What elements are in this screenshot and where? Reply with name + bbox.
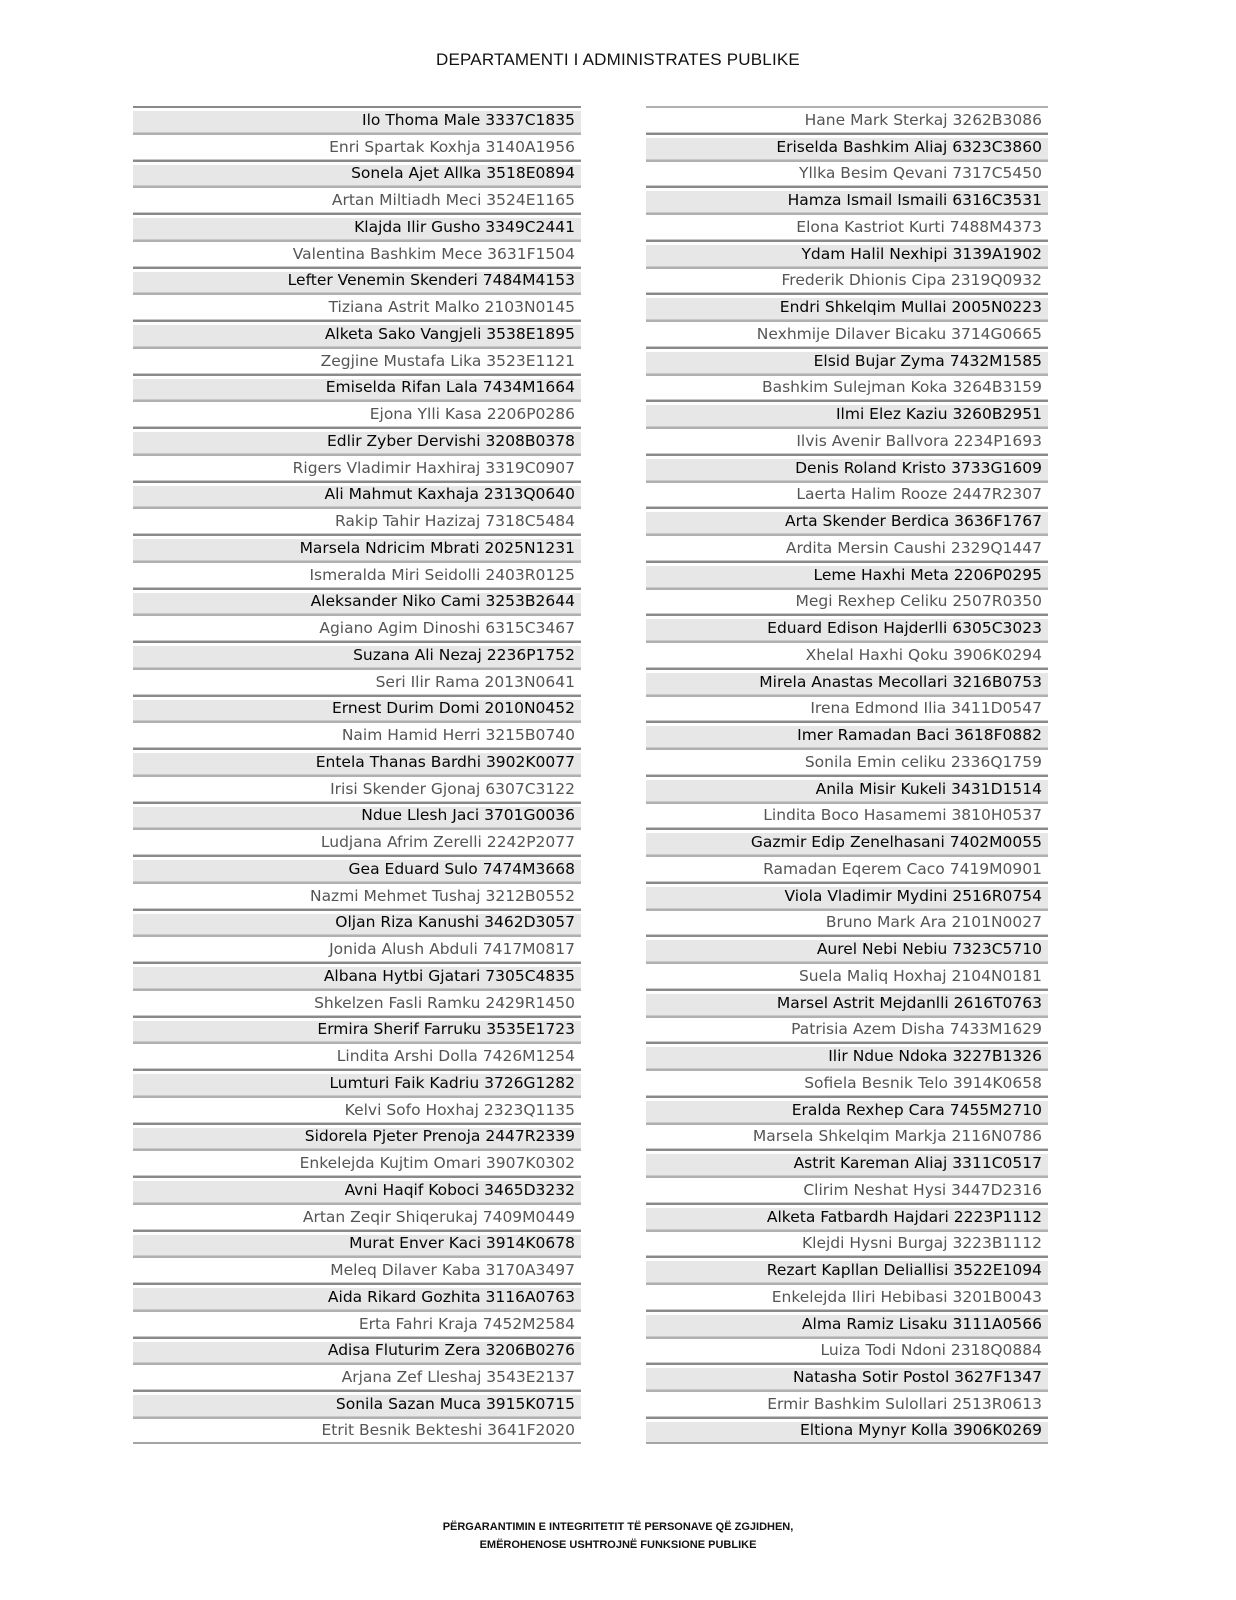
list-item: Arjana Zef Lleshaj 3543E2137	[133, 1363, 581, 1390]
list-item: Oljan Riza Kanushi 3462D3057	[133, 909, 581, 936]
list-item: Gazmir Edip Zenelhasani 7402M0055	[646, 828, 1048, 855]
list-item: Eriselda Bashkim Aliaj 6323C3860	[646, 133, 1048, 160]
list-item: Sofiela Besnik Telo 3914K0658	[646, 1069, 1048, 1096]
list-item: Ernest Durim Domi 2010N0452	[133, 695, 581, 722]
list-item: Albana Hytbi Gjatari 7305C4835	[133, 962, 581, 989]
list-item: Lindita Boco Hasamemi 3810H0537	[646, 802, 1048, 829]
list-item: Klajda Ilir Gusho 3349C2441	[133, 213, 581, 240]
list-item: Ludjana Afrim Zerelli 2242P2077	[133, 828, 581, 855]
list-item: Etrit Besnik Bekteshi 3641F2020	[133, 1417, 581, 1444]
list-item: Ndue Llesh Jaci 3701G0036	[133, 802, 581, 829]
list-item: Denis Roland Kristo 3733G1609	[646, 454, 1048, 481]
list-item: Imer Ramadan Baci 3618F0882	[646, 721, 1048, 748]
list-item: Marsela Shkelqim Markja 2116N0786	[646, 1123, 1048, 1150]
list-item: Alketa Sako Vangjeli 3538E1895	[133, 320, 581, 347]
list-item: Elona Kastriot Kurti 7488M4373	[646, 213, 1048, 240]
list-item: Lefter Venemin Skenderi 7484M4153	[133, 267, 581, 294]
list-item: Shkelzen Fasli Ramku 2429R1450	[133, 989, 581, 1016]
list-item: Lindita Arshi Dolla 7426M1254	[133, 1042, 581, 1069]
list-item: Ydam Halil Nexhipi 3139A1902	[646, 240, 1048, 267]
list-item: Ilmi Elez Kaziu 3260B2951	[646, 400, 1048, 427]
list-item: Valentina Bashkim Mece 3631F1504	[133, 240, 581, 267]
list-item: Eralda Rexhep Cara 7455M2710	[646, 1096, 1048, 1123]
page-footer	[0, 1518, 1236, 1554]
list-item: Edlir Zyber Dervishi 3208B0378	[133, 427, 581, 454]
list-item: Ilir Ndue Ndoka 3227B1326	[646, 1042, 1048, 1069]
list-item: Aurel Nebi Nebiu 7323C5710	[646, 935, 1048, 962]
list-item: Suzana Ali Nezaj 2236P1752	[133, 641, 581, 668]
list-item: Ramadan Eqerem Caco 7419M0901	[646, 855, 1048, 882]
list-item: Marsela Ndricim Mbrati 2025N1231	[133, 534, 581, 561]
list-item: Hane Mark Sterkaj 3262B3086	[646, 106, 1048, 133]
list-item: Elsid Bujar Zyma 7432M1585	[646, 347, 1048, 374]
list-item: Ardita Mersin Caushi 2329Q1447	[646, 534, 1048, 561]
list-item: Ermir Bashkim Sulollari 2513R0613	[646, 1390, 1048, 1417]
list-item: Seri Ilir Rama 2013N0641	[133, 668, 581, 695]
list-item: Frederik Dhionis Cipa 2319Q0932	[646, 267, 1048, 294]
list-item: Naim Hamid Herri 3215B0740	[133, 721, 581, 748]
list-item: Anila Misir Kukeli 3431D1514	[646, 775, 1048, 802]
list-item: Sonila Sazan Muca 3915K0715	[133, 1390, 581, 1417]
list-item: Jonida Alush Abduli 7417M0817	[133, 935, 581, 962]
list-item: Ejona Ylli Kasa 2206P0286	[133, 400, 581, 427]
list-item: Marsel Astrit Mejdanlli 2616T0763	[646, 989, 1048, 1016]
list-item: Leme Haxhi Meta 2206P0295	[646, 561, 1048, 588]
list-item: Ismeralda Miri Seidolli 2403R0125	[133, 561, 581, 588]
list-item: Rezart Kapllan Deliallisi 3522E1094	[646, 1256, 1048, 1283]
left-name-list	[133, 106, 581, 1444]
list-item: Megi Rexhep Celiku 2507R0350	[646, 588, 1048, 615]
list-item: Laerta Halim Rooze 2447R2307	[646, 481, 1048, 508]
list-item: Emiselda Rifan Lala 7434M1664	[133, 374, 581, 401]
list-item: Tiziana Astrit Malko 2103N0145	[133, 293, 581, 320]
list-item: Suela Maliq Hoxhaj 2104N0181	[646, 962, 1048, 989]
list-item: Ilo Thoma Male 3337C1835	[133, 106, 581, 133]
list-item: Adisa Fluturim Zera 3206B0276	[133, 1337, 581, 1364]
list-item: Sidorela Pjeter Prenoja 2447R2339	[133, 1123, 581, 1150]
list-item: Ilvis Avenir Ballvora 2234P1693	[646, 427, 1048, 454]
list-item: Enkelejda Iliri Hebibasi 3201B0043	[646, 1283, 1048, 1310]
list-item: Erta Fahri Kraja 7452M2584	[133, 1310, 581, 1337]
footer-line-1: PËRGARANTIMIN E INTEGRITETIT TË PERSONAVE QË ZGJIDHEN,	[442, 1521, 794, 1533]
list-item: Avni Haqif Koboci 3465D3232	[133, 1176, 581, 1203]
list-item: Sonela Ajet Allka 3518E0894	[133, 160, 581, 187]
list-item: Irena Edmond Ilia 3411D0547	[646, 695, 1048, 722]
list-item: Alketa Fatbardh Hajdari 2223P1112	[646, 1203, 1048, 1230]
list-item: Enri Spartak Koxhja 3140A1956	[133, 133, 581, 160]
right-name-list	[646, 106, 1048, 1444]
list-item: Agiano Agim Dinoshi 6315C3467	[133, 614, 581, 641]
list-item: Astrit Kareman Aliaj 3311C0517	[646, 1149, 1048, 1176]
list-item: Ali Mahmut Kaxhaja 2313Q0640	[133, 481, 581, 508]
list-item: Mirela Anastas Mecollari 3216B0753	[646, 668, 1048, 695]
list-item: Artan Zeqir Shiqerukaj 7409M0449	[133, 1203, 581, 1230]
list-item: Nexhmije Dilaver Bicaku 3714G0665	[646, 320, 1048, 347]
list-item: Murat Enver Kaci 3914K0678	[133, 1230, 581, 1257]
list-item: Irisi Skender Gjonaj 6307C3122	[133, 775, 581, 802]
list-item: Rigers Vladimir Haxhiraj 3319C0907	[133, 454, 581, 481]
list-item: Aleksander Niko Cami 3253B2644	[133, 588, 581, 615]
list-item: Eduard Edison Hajderlli 6305C3023	[646, 614, 1048, 641]
list-item: Luiza Todi Ndoni 2318Q0884	[646, 1337, 1048, 1364]
list-item: Endri Shkelqim Mullai 2005N0223	[646, 293, 1048, 320]
list-item: Xhelal Haxhi Qoku 3906K0294	[646, 641, 1048, 668]
list-item: Bruno Mark Ara 2101N0027	[646, 909, 1048, 936]
list-item: Rakip Tahir Hazizaj 7318C5484	[133, 507, 581, 534]
list-item: Gea Eduard Sulo 7474M3668	[133, 855, 581, 882]
footer-line-2: EMËROHENOSE USHTROJNË FUNKSIONE PUBLIKE	[479, 1539, 757, 1551]
list-item: Aida Rikard Gozhita 3116A0763	[133, 1283, 581, 1310]
list-item: Natasha Sotir Postol 3627F1347	[646, 1363, 1048, 1390]
list-item: Viola Vladimir Mydini 2516R0754	[646, 882, 1048, 909]
list-item: Patrisia Azem Disha 7433M1629	[646, 1016, 1048, 1043]
list-item: Artan Miltiadh Meci 3524E1165	[133, 186, 581, 213]
list-item: Eltiona Mynyr Kolla 3906K0269	[646, 1417, 1048, 1444]
list-item: Clirim Neshat Hysi 3447D2316	[646, 1176, 1048, 1203]
list-item: Kelvi Sofo Hoxhaj 2323Q1135	[133, 1096, 581, 1123]
list-item: Alma Ramiz Lisaku 3111A0566	[646, 1310, 1048, 1337]
list-item: Klejdi Hysni Burgaj 3223B1112	[646, 1230, 1048, 1257]
list-item: Yllka Besim Qevani 7317C5450	[646, 160, 1048, 187]
list-item: Lumturi Faik Kadriu 3726G1282	[133, 1069, 581, 1096]
list-item: Enkelejda Kujtim Omari 3907K0302	[133, 1149, 581, 1176]
list-item: Arta Skender Berdica 3636F1767	[646, 507, 1048, 534]
list-item: Entela Thanas Bardhi 3902K0077	[133, 748, 581, 775]
list-item: Hamza Ismail Ismaili 6316C3531	[646, 186, 1048, 213]
list-item: Zegjine Mustafa Lika 3523E1121	[133, 347, 581, 374]
list-item: Nazmi Mehmet Tushaj 3212B0552	[133, 882, 581, 909]
page-title: DEPARTAMENTI I ADMINISTRATES PUBLIKE	[436, 50, 800, 69]
list-item: Ermira Sherif Farruku 3535E1723	[133, 1016, 581, 1043]
list-item: Meleq Dilaver Kaba 3170A3497	[133, 1256, 581, 1283]
list-item: Sonila Emin celiku 2336Q1759	[646, 748, 1048, 775]
list-item: Bashkim Sulejman Koka 3264B3159	[646, 374, 1048, 401]
